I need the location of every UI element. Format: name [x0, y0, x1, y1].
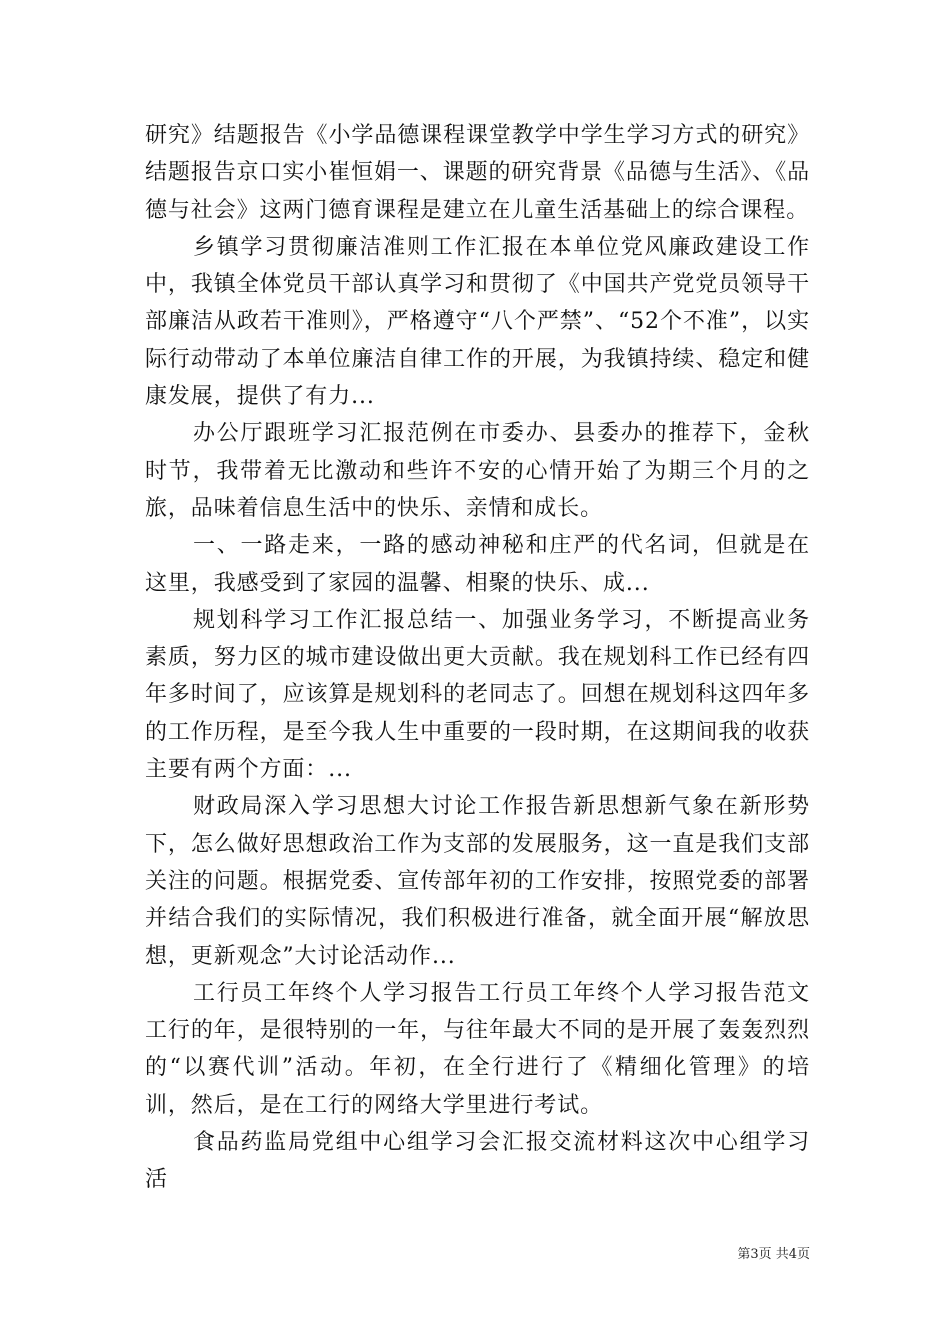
paragraph: 食品药监局党组中心组学习会汇报交流材料这次中心组学习活 — [145, 1130, 810, 1193]
paragraph: 工行员工年终个人学习报告工行员工年终个人学习报告范文工行的年，是很特别的一年，与往年最大不同的是开展了轰轰烈烈的“以赛代训”活动。年初，在全行进行了《精细化管理》的培训，然后，是在工行的网络大学里进行考试。 — [145, 980, 810, 1118]
paragraph: 一、一路走来，一路的感动神秘和庄严的代名词，但就是在这里，我感受到了家园的温馨、相聚的快乐、成... — [145, 533, 810, 596]
document-body — [145, 117, 810, 1199]
paragraph: 研究》结题报告《小学品德课程课堂教学中学生学习方式的研究》结题报告京口实小崔恒娟一、课题的研究背景《品德与生活》、《品德与社会》这两门德育课程是建立在儿童生活基础上的综合课程。 — [145, 123, 811, 223]
page-number-footer: 第3页 共4页 — [737, 1247, 810, 1262]
paragraph: 办公厅跟班学习汇报范例在市委办、县委办的推荐下，金秋时节，我带着无比激动和些许不安的心情开始了为期三个月的之旅，品味着信息生活中的快乐、亲情和成长。 — [145, 421, 810, 521]
paragraph: 乡镇学习贯彻廉洁准则工作汇报在本单位党风廉政建设工作中，我镇全体党员干部认真学习和贯彻了《中国共产党党员领导干部廉洁从政若干准则》，严格遵守“八个严禁”、“52个不准”，以实际行动带动了本单位廉洁自律工作的开展，为我镇持续、稳定和健康发展，提供了有力... — [145, 234, 810, 410]
paragraph: 规划科学习工作汇报总结一、加强业务学习，不断提高业务素质，努力区的城市建设做出更大贡献。我在规划科工作已经有四年多时间了，应该算是规划科的老同志了。回想在规划科这四年多的工作历程，是至今我人生中重要的一段时期，在这期间我的收获主要有两个方面：... — [145, 607, 810, 783]
paragraph: 财政局深入学习思想大讨论工作报告新思想新气象在新形势下，怎么做好思想政治工作为支部的发展服务，这一直是我们支部关注的问题。根据党委、宣传部年初的工作安排，按照党委的部署并结合我们的实际情况，我们积极进行准备，就全面开展“解放思想，更新观念”大讨论活动作... — [145, 794, 810, 969]
